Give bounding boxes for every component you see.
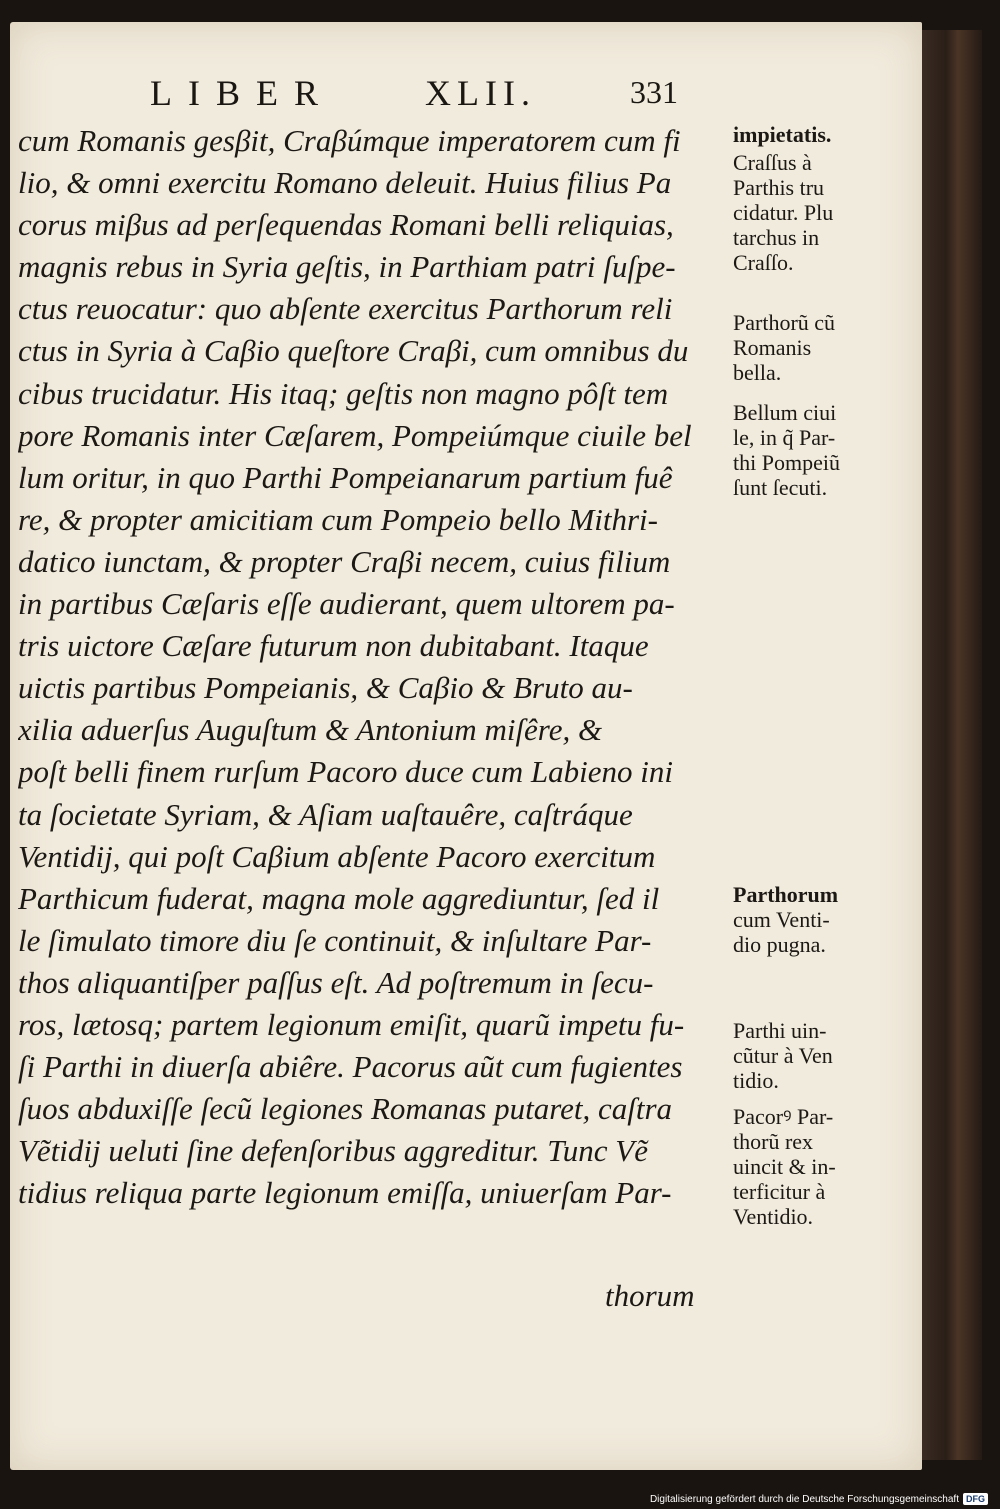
marginal-note-line: cidatur. Plu (733, 200, 834, 225)
text-line: magnis rebus in Syria geſtis, in Parthiam patri ſuſpe- (18, 249, 676, 285)
marginal-note-line: Parthis tru (733, 175, 825, 200)
marginal-note-line: cum Venti- (733, 907, 830, 932)
marginal-note (733, 310, 913, 385)
book-page-edge (922, 30, 982, 1460)
text-line: tris uictore Cæſare futurum non dubitabant. Itaque (18, 628, 649, 664)
text-line: lio, & omni exercitu Romano deleuit. Huius filius Pa (18, 165, 672, 201)
text-line: cum Romanis gesβit, Craβúmque imperatorem cum fi (18, 123, 681, 158)
marginal-note (733, 1104, 913, 1229)
marginal-note-line: ſunt ſecuti. (733, 475, 828, 500)
marginal-note-line: bella. (733, 360, 782, 385)
main-text-block (18, 120, 728, 1214)
marginal-note (733, 150, 913, 275)
text-line: ſi Parthi in diuerſa abiêre. Pacorus aũt cum fugientes (18, 1049, 683, 1085)
text-line: corus miβus ad perſequendas Romani belli reliquias, (18, 207, 674, 243)
text-line: ros, lætosq; partem legionum emiſit, quarũ impetu fu- (18, 1006, 685, 1042)
marginal-note-line: Parthorum (733, 882, 839, 907)
text-line: xilia aduerſus Auguſtum & Antonium miſêre, & (18, 712, 603, 748)
text-line: ta ſocietate Syriam, & Aſiam uaſtauêre, caſtráque (18, 796, 633, 832)
marginal-note (733, 882, 913, 957)
text-line: cibus trucidatur. His itaq; geſtis non magno pôſt tem (18, 375, 669, 411)
text-line: tidius reliqua parte legionum emiſſa, uniuerſam Par- (18, 1175, 672, 1211)
text-line: ctus reuocatur: quo abſente exercitus Parthorum reli (18, 291, 673, 327)
running-head (150, 72, 710, 116)
marginal-note-line: Parthi uin- (733, 1018, 827, 1043)
marginal-note-line: Romanis (733, 335, 812, 360)
marginal-note-line: thorũ rex (733, 1129, 814, 1154)
marginal-note-line: le, in q̃ Par- (733, 425, 836, 450)
marginal-note-line: terficitur à (733, 1179, 826, 1204)
marginal-note-line: tidio. (733, 1068, 779, 1093)
text-line: in partibus Cæſaris eſſe audierant, quem ultorem pa- (18, 586, 675, 622)
text-line: Vẽtidij ueluti ſine defenſoribus aggreditur. Tunc Vẽ (18, 1133, 648, 1169)
text-line: Ventidij, qui poſt Caβium abſente Pacoro exercitum (18, 838, 656, 874)
text-line: uictis partibus Pompeianis, & Caβio & Bruto au- (18, 670, 633, 706)
marginal-note-line: tarchus in (733, 225, 820, 250)
text-line: re, & propter amicitiam cum Pompeio bello Mithri- (18, 501, 658, 537)
text-line: ſuos abduxiſſe ſecũ legiones Romanas putaret, caſtra (18, 1091, 673, 1127)
dfg-logo: DFG (963, 1493, 988, 1505)
digitization-credit-text: Digitalisierung gefördert durch die Deutsche Forschungsgemeinschaft (649, 1493, 959, 1505)
marginal-note-line: Parthorũ cũ (733, 310, 836, 335)
marginal-note (733, 122, 913, 147)
marginal-note-line: Bellum ciui (733, 400, 837, 425)
text-line: thos aliquantiſper paſſus eſt. Ad poſtremum in ſecu- (18, 964, 654, 1000)
marginal-note (733, 1018, 913, 1093)
text-line: pore Romanis inter Cæſarem, Pompeiúmque ciuile bel (18, 417, 692, 453)
catchword: thorum (605, 1278, 695, 1313)
text-line: Parthicum fuderat, magna mole aggrediuntur, ſed il (18, 880, 660, 916)
text-line: poſt belli finem rurſum Pacoro duce cum Labieno ini (18, 754, 673, 790)
marginal-note-line: cũtur à Ven (733, 1043, 833, 1068)
marginal-note-line: Pacorꝰ Par- (733, 1104, 834, 1129)
marginal-note-line: impietatis. (733, 122, 832, 147)
marginal-note-line: Ventidio. (733, 1204, 814, 1229)
text-line: lum oritur, in quo Parthi Pompeianarum partium fuê (18, 459, 673, 495)
marginal-note-line: dio pugna. (733, 932, 826, 957)
marginal-note-line: uincit & in- (733, 1154, 836, 1179)
page-number: 331 (630, 74, 678, 110)
running-head-liber: LIBER (150, 73, 334, 113)
digitization-credit (650, 1492, 988, 1506)
text-line: datico iunctam, & propter Craβi necem, cuius filium (18, 543, 671, 579)
text-line: ctus in Syria à Caβio queſtore Craβi, cum omnibus du (18, 333, 689, 369)
running-head-book-number: XLII. (425, 73, 536, 113)
marginal-note-line: Craſſo. (733, 250, 794, 275)
marginal-note (733, 400, 913, 500)
marginal-note-line: Craſſus à (733, 150, 812, 175)
text-line: le ſimulato timore diu ſe continuit, & inſultare Par- (18, 922, 652, 958)
marginal-note-line: thi Pompeiũ (733, 450, 840, 475)
